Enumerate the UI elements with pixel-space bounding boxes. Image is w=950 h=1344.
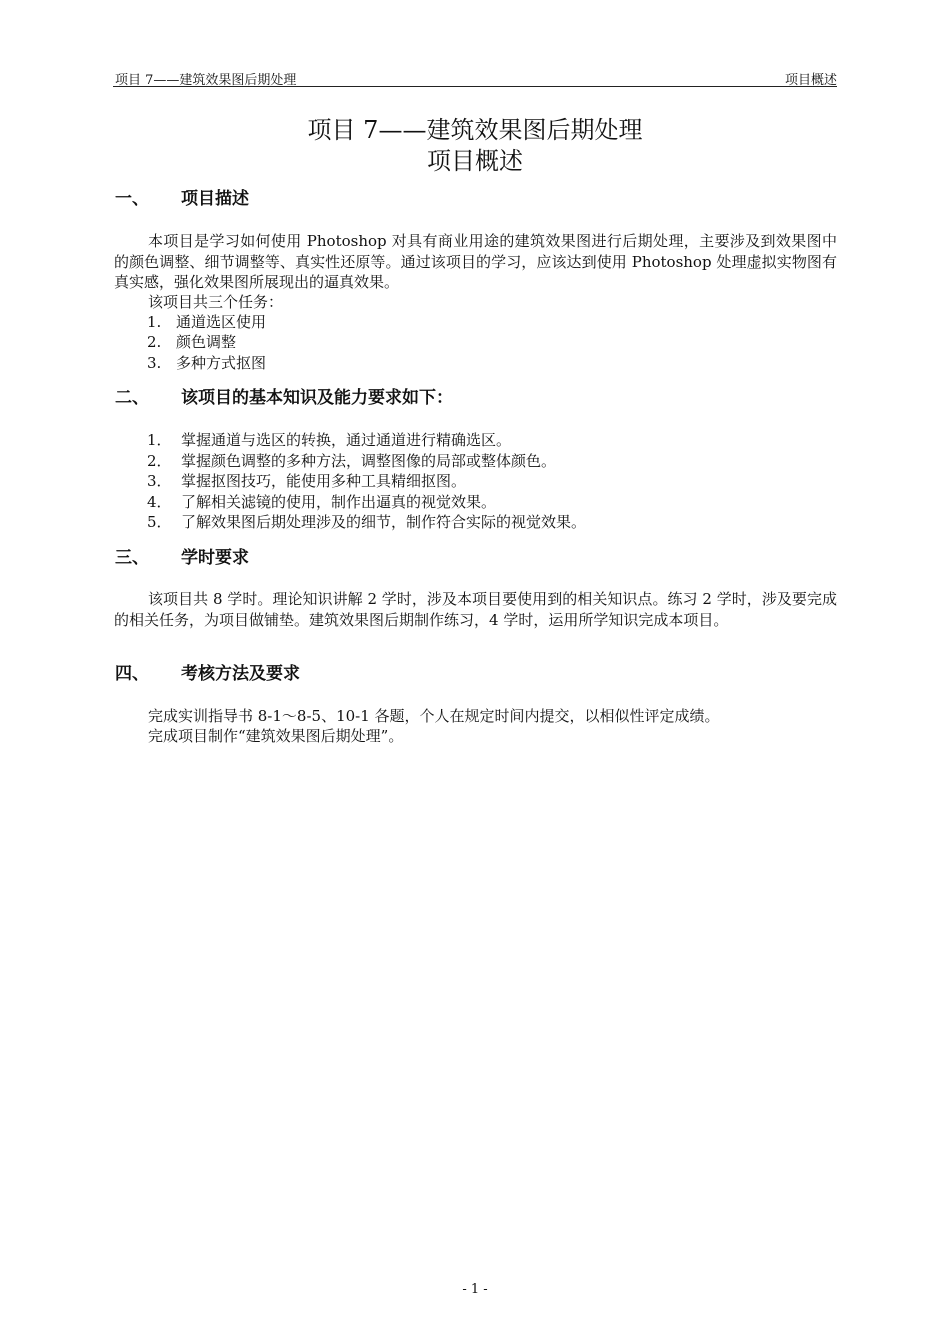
section-number: 二、 <box>115 388 149 408</box>
list-item-text: 了解效果图后期处理涉及的细节，制作符合实际的视觉效果。 <box>181 513 587 531</box>
list-item-number: 1. <box>147 313 162 331</box>
list-item-number: 2． <box>147 452 172 470</box>
section-heading-4 <box>115 659 300 684</box>
section-number: 一、 <box>115 189 149 209</box>
list-item <box>147 332 236 353</box>
header-right-text: 项目概述 <box>784 73 837 88</box>
list-item <box>147 492 496 513</box>
list-item-number: 5． <box>147 513 172 531</box>
section-title: 学时要求 <box>181 548 249 568</box>
document-subtitle: 项目概述 <box>427 147 523 175</box>
list-item-text: 了解相关滤镜的使用，制作出逼真的视觉效果。 <box>181 493 497 511</box>
section-heading-3 <box>115 543 249 568</box>
section-title: 该项目的基本知识及能力要求如下： <box>181 388 453 408</box>
list-item <box>147 451 556 472</box>
list-item-text: 掌握颜色调整的多种方法，调整图像的局部或整体颜色。 <box>181 452 557 470</box>
list-item <box>147 312 266 333</box>
list-item-text: 颜色调整 <box>176 333 237 351</box>
section-1-paragraph: 本项目是学习如何使用 Photoshop 对具有商业用途的建筑效果图进行后期处理，主要涉及到效果图中的颜色调整、细节调整等、真实性还原等。通过该项目的学习，应该达到使用 Photoshop 处理虚拟实物图有真实感，强化效果图所展现出的逼真效果。 <box>114 232 837 291</box>
page-header <box>113 66 837 87</box>
header-left-text: 项目 7——建筑效果图后期处理 <box>115 73 297 88</box>
section-number: 三、 <box>115 548 149 568</box>
list-item-text: 多种方式抠图 <box>176 354 267 372</box>
document-title: 项目 7——建筑效果图后期处理 <box>307 116 643 144</box>
page-number: - 1 - <box>462 1282 488 1297</box>
list-item <box>147 430 511 451</box>
section-4-line-2: 完成项目制作“建筑效果图后期处理”。 <box>148 727 404 745</box>
tasks-intro: 该项目共三个任务： <box>148 293 284 311</box>
section-heading-2 <box>115 383 453 408</box>
list-item-text: 通道选区使用 <box>176 313 267 331</box>
list-item-number: 2. <box>147 333 162 351</box>
list-item-text: 掌握通道与选区的转换，通过通道进行精确选区。 <box>181 431 512 449</box>
list-item-number: 3． <box>147 472 172 490</box>
section-heading-1 <box>115 184 249 209</box>
section-number: 四、 <box>115 664 149 684</box>
list-item-number: 1． <box>147 431 172 449</box>
list-item <box>147 353 266 374</box>
list-item <box>147 471 466 492</box>
section-title: 考核方法及要求 <box>181 664 300 684</box>
list-item-text: 掌握抠图技巧，能使用多种工具精细抠图。 <box>181 472 467 490</box>
section-title: 项目描述 <box>181 189 249 209</box>
list-item-number: 3. <box>147 354 162 372</box>
list-item <box>147 512 586 533</box>
section-3-paragraph: 该项目共 8 学时。理论知识讲解 2 学时，涉及本项目要使用到的相关知识点。练习 2 学时，涉及要完成的相关任务，为项目做铺垫。建筑效果图后期制作练习，4 学时，运用所学知识完成本项目。 <box>114 590 837 629</box>
list-item-number: 4． <box>147 493 172 511</box>
section-4-line-1: 完成实训指导书 8-1～8-5、10-1 各题，个人在规定时间内提交，以相似性评定成绩。 <box>148 707 720 725</box>
